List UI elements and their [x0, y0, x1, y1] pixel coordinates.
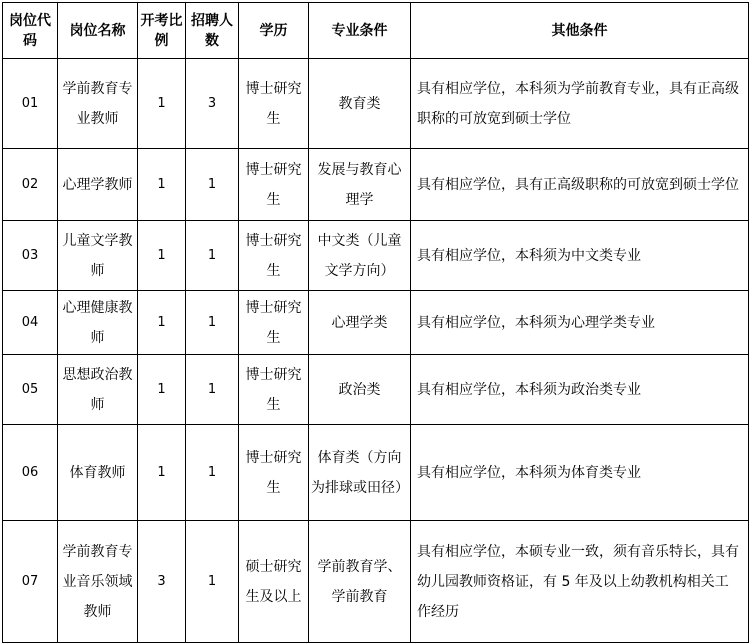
header-other: 其他条件: [411, 3, 749, 59]
header-code: 岗位代码: [3, 3, 58, 59]
cell-major: 心理学类: [309, 291, 411, 355]
header-count: 招聘人数: [186, 3, 239, 59]
header-row: [3, 3, 749, 59]
table-row: [3, 425, 749, 521]
header-edu: 学历: [239, 3, 309, 59]
cell-edu: 博士研究生: [239, 221, 309, 291]
cell-other: 具有相应学位，本科须为学前教育专业，具有正高级职称的可放宽到硕士学位: [411, 59, 749, 149]
cell-major: 发展与教育心理学: [309, 149, 411, 221]
recruitment-table: [2, 2, 749, 643]
cell-name: 体育教师: [58, 425, 138, 521]
cell-edu: 硕士研究生及以上: [239, 521, 309, 643]
cell-name: 心理健康教师: [58, 291, 138, 355]
cell-major: 中文类（儿童文学方向）: [309, 221, 411, 291]
cell-count: 1: [186, 425, 239, 521]
cell-name: 心理学教师: [58, 149, 138, 221]
cell-code: 01: [3, 59, 58, 149]
cell-major: 教育类: [309, 59, 411, 149]
cell-ratio: 3: [138, 521, 186, 643]
cell-ratio: 1: [138, 425, 186, 521]
cell-ratio: 1: [138, 149, 186, 221]
table-row: [3, 521, 749, 643]
cell-major: 学前教育学、学前教育: [309, 521, 411, 643]
cell-name: 儿童文学教师: [58, 221, 138, 291]
cell-ratio: 1: [138, 291, 186, 355]
cell-edu: 博士研究生: [239, 59, 309, 149]
cell-ratio: 1: [138, 355, 186, 425]
table-row: [3, 355, 749, 425]
cell-edu: 博士研究生: [239, 149, 309, 221]
cell-code: 03: [3, 221, 58, 291]
table-row: [3, 149, 749, 221]
cell-code: 05: [3, 355, 58, 425]
cell-count: 1: [186, 149, 239, 221]
cell-major: 政治类: [309, 355, 411, 425]
cell-other: 具有相应学位，本科须为政治类专业: [411, 355, 749, 425]
cell-count: 1: [186, 521, 239, 643]
table-row: [3, 291, 749, 355]
cell-other: 具有相应学位，本科须为体育类专业: [411, 425, 749, 521]
cell-major: 体育类（方向为排球或田径）: [309, 425, 411, 521]
cell-code: 02: [3, 149, 58, 221]
cell-other: 具有相应学位，本科须为心理学类专业: [411, 291, 749, 355]
cell-ratio: 1: [138, 59, 186, 149]
table-row: [3, 59, 749, 149]
cell-count: 3: [186, 59, 239, 149]
cell-count: 1: [186, 221, 239, 291]
cell-name: 思想政治教师: [58, 355, 138, 425]
cell-other: 具有相应学位，本科须为中文类专业: [411, 221, 749, 291]
cell-edu: 博士研究生: [239, 425, 309, 521]
cell-count: 1: [186, 355, 239, 425]
header-name: 岗位名称: [58, 3, 138, 59]
cell-code: 04: [3, 291, 58, 355]
cell-name: 学前教育专业音乐领域教师: [58, 521, 138, 643]
header-major: 专业条件: [309, 3, 411, 59]
cell-ratio: 1: [138, 221, 186, 291]
cell-edu: 博士研究生: [239, 291, 309, 355]
cell-count: 1: [186, 291, 239, 355]
table-row: [3, 221, 749, 291]
header-ratio: 开考比例: [138, 3, 186, 59]
cell-other: 具有相应学位，本硕专业一致，须有音乐特长，具有幼儿园教师资格证，有 5 年及以上幼教机构相关工作经历: [411, 521, 749, 643]
cell-other: 具有相应学位，具有正高级职称的可放宽到硕士学位: [411, 149, 749, 221]
cell-code: 06: [3, 425, 58, 521]
cell-edu: 博士研究生: [239, 355, 309, 425]
cell-name: 学前教育专业教师: [58, 59, 138, 149]
cell-code: 07: [3, 521, 58, 643]
